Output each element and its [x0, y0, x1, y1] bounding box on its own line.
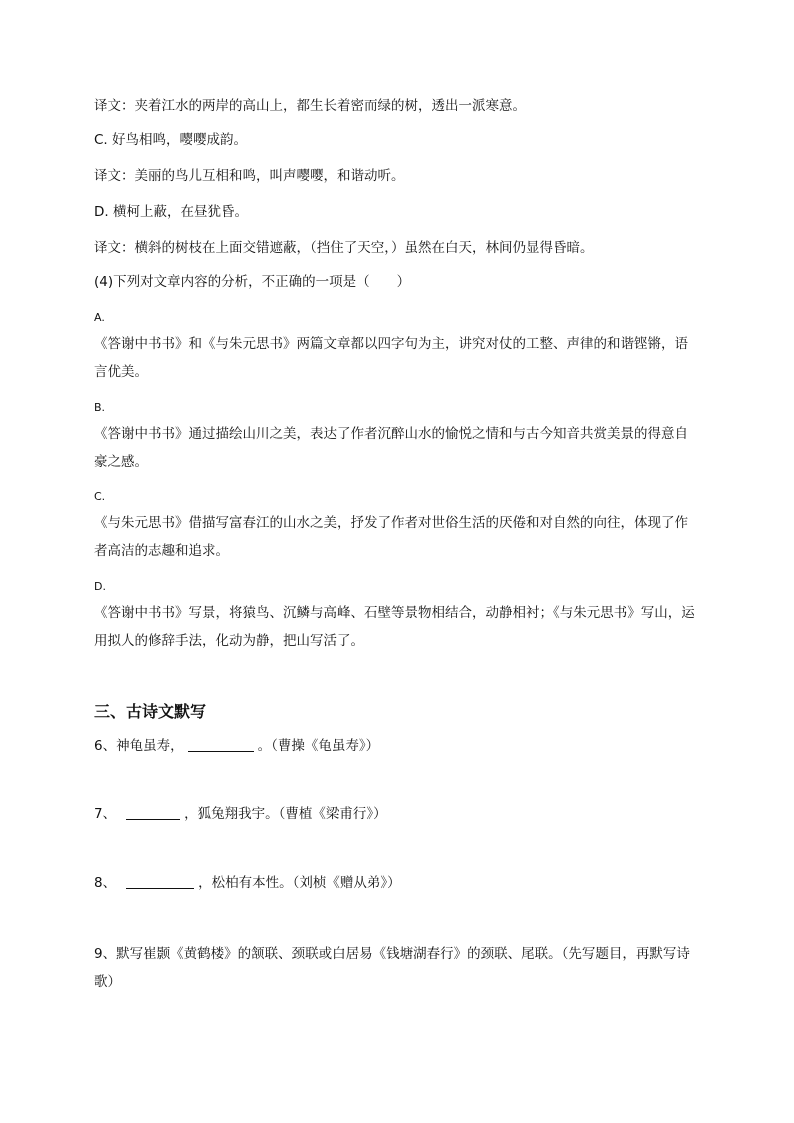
option-d-text: 《答谢中书书》写景，将猿鸟、沉鳞与高峰、石壁等景物相结合，动静相衬；《与朱元思书》写山，运用拟人的修辞手法，化动为静，把山写活了。	[94, 605, 695, 649]
answer-blank[interactable]	[188, 737, 254, 752]
question-8-suffix: ，松柏有本性。（刘桢《赠从弟》）	[198, 875, 401, 891]
question-6	[94, 736, 700, 756]
translation-line: 译文：夹着江水的两岸的高山上，都生长着密而绿的树，透出一派寒意。	[94, 98, 526, 114]
answer-blank[interactable]	[126, 805, 180, 820]
option-a-text: 《答谢中书书》和《与朱元思书》两篇文章都以四字句为主，讲究对仗的工整、声律的和谐铿锵，语言优美。	[94, 336, 688, 380]
option-d-label: D.	[94, 580, 106, 593]
question-7-suffix: ，狐兔翔我宇。（曹植《梁甫行》）	[184, 806, 387, 822]
option-b-text: 《答谢中书书》通过描绘山川之美，表达了作者沉醉山水的愉悦之情和与古今知音共赏美景的得意自豪之感。	[94, 426, 688, 470]
option-b-label: B.	[94, 401, 106, 414]
option-a-label: A.	[94, 311, 105, 324]
question-7	[94, 804, 700, 824]
section-heading: 三、古诗文默写	[94, 702, 207, 721]
question-6-suffix: 。（曹操《龟虽寿》）	[257, 738, 380, 754]
option-c-label: C.	[94, 490, 106, 503]
question-4: (4)下列对文章内容的分析，不正确的一项是（ ）	[94, 274, 411, 290]
question-6-prefix: 6、神龟虽寿，	[94, 738, 184, 754]
option-c-text: 《与朱元思书》借描写富春江的山水之美，抒发了作者对世俗生活的厌倦和对自然的向往，体现了作者高洁的志趣和追求。	[94, 515, 688, 559]
question-8-prefix: 8、	[94, 875, 117, 891]
option-c-sentence: C. 好鸟相鸣，嘤嘤成韵。	[94, 132, 248, 148]
option-d-sentence: D. 横柯上蔽，在昼犹昏。	[94, 204, 248, 220]
question-7-prefix: 7、	[94, 806, 117, 822]
translation-line: 译文：横斜的树枝在上面交错遮蔽，（挡住了天空，）虽然在白天，林间仍显得昏暗。	[94, 240, 594, 256]
question-9: 9、默写崔颢《黄鹤楼》的颔联、颈联或白居易《钱塘湖春行》的颈联、尾联。（先写题目，再默写诗歌）	[94, 946, 690, 990]
question-8	[94, 873, 700, 893]
translation-line: 译文：美丽的鸟儿互相和鸣，叫声嘤嘤，和谐动听。	[94, 168, 405, 184]
answer-blank[interactable]	[126, 874, 194, 889]
